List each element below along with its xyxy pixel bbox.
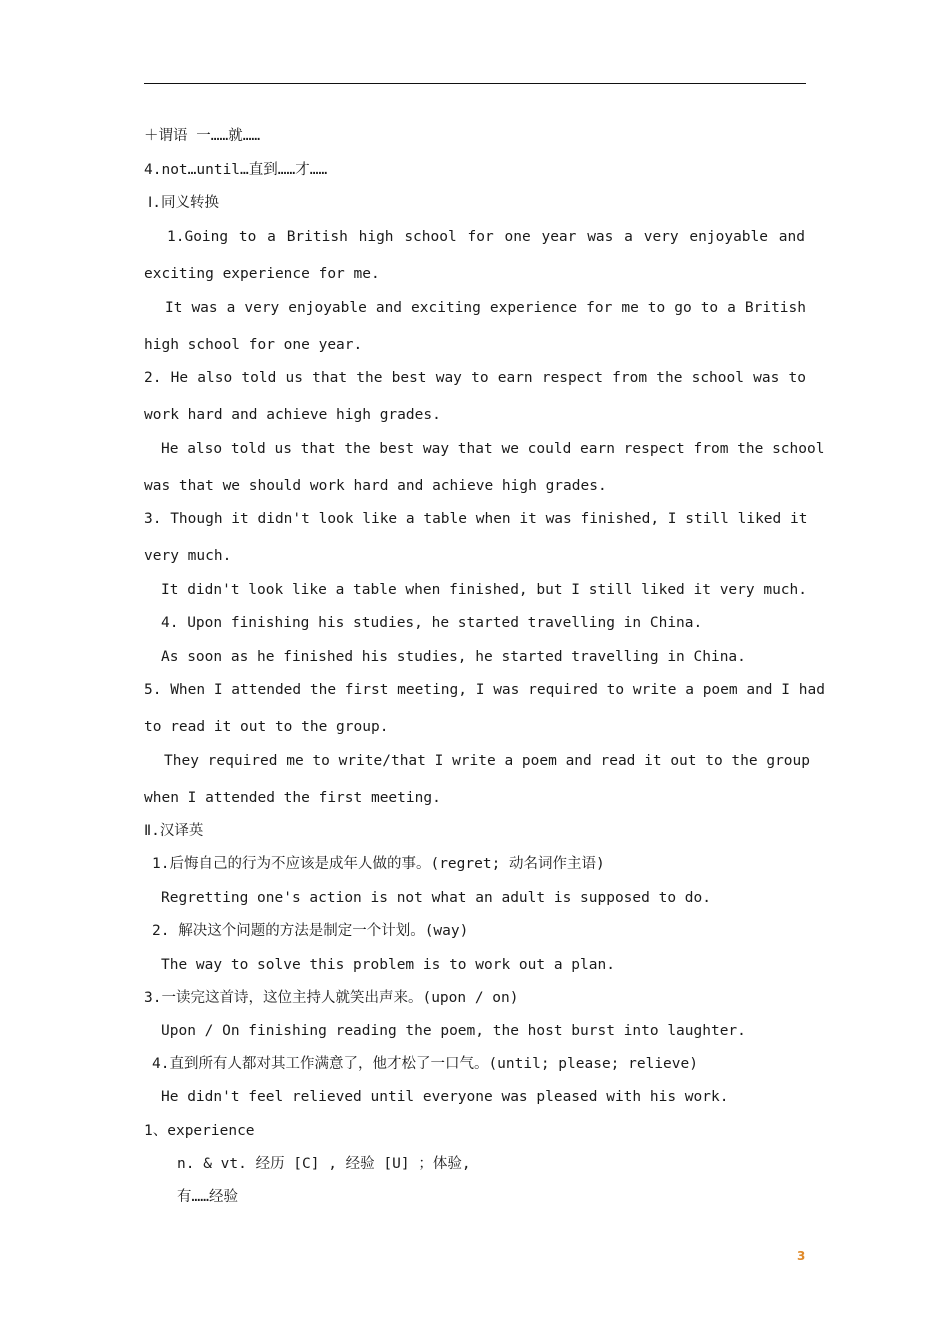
text-line: 1.Going to a British high school for one year was a very enjoyable and [167, 229, 805, 245]
vocab-heading: 1、experience [144, 1123, 255, 1139]
text-line: 4.not…until…直到……才…… [144, 162, 328, 178]
text-line: ＋谓语 一……就…… [144, 128, 261, 144]
text-line: exciting experience for me. [144, 266, 380, 282]
text-line: It was a very enjoyable and exciting experience for me to go to a British [165, 300, 806, 316]
text-line: to read it out to the group. [144, 719, 389, 735]
text-line: Upon / On finishing reading the poem, the host burst into laughter. [161, 1023, 746, 1039]
text-line: 2. He also told us that the best way to earn respect from the school was to [144, 370, 806, 386]
text-line: It didn't look like a table when finished, but I still liked it very much. [161, 582, 808, 598]
text-line: high school for one year. [144, 337, 363, 353]
text-line: was that we should work hard and achieve high grades. [144, 478, 607, 494]
text-line: Regretting one's action is not what an adult is supposed to do. [161, 890, 711, 906]
text-line: n. & vt. 经历 [C] , 经验 [U] ；体验, [177, 1156, 471, 1172]
text-line: 有……经验 [177, 1189, 238, 1205]
section-heading: Ⅱ.汉译英 [144, 823, 204, 839]
text-line: work hard and achieve high grades. [144, 407, 441, 423]
page-number: 3 [797, 1249, 806, 1263]
text-line: 2. 解决这个问题的方法是制定一个计划。(way) [152, 923, 469, 939]
text-line: 3.一读完这首诗，这位主持人就笑出声来。(upon / on) [144, 990, 519, 1006]
text-line: The way to solve this problem is to work out a plan. [161, 957, 615, 973]
text-line: when I attended the first meeting. [144, 790, 441, 806]
text-line: He didn't feel relieved until everyone was pleased with his work. [161, 1089, 729, 1105]
text-line: He also told us that the best way that we could earn respect from the school [161, 441, 825, 457]
section-heading: Ⅰ.同义转换 [148, 195, 220, 211]
text-line: 1.后悔自己的行为不应该是成年人做的事。(regret; 动名词作主语) [152, 856, 605, 872]
text-line: 5. When I attended the first meeting, I was required to write a poem and I had [144, 682, 825, 698]
text-line: very much. [144, 548, 232, 564]
text-line: 3. Though it didn't look like a table when it was finished, I still liked it [144, 511, 808, 527]
text-line: They required me to write/that I write a poem and read it out to the group [164, 753, 811, 769]
text-line: As soon as he finished his studies, he started travelling in China. [161, 649, 746, 665]
header-rule [144, 83, 806, 84]
text-line: 4. Upon finishing his studies, he started travelling in China. [161, 615, 703, 631]
text-line: 4.直到所有人都对其工作满意了，他才松了一口气。(until; please; relieve) [152, 1056, 698, 1072]
